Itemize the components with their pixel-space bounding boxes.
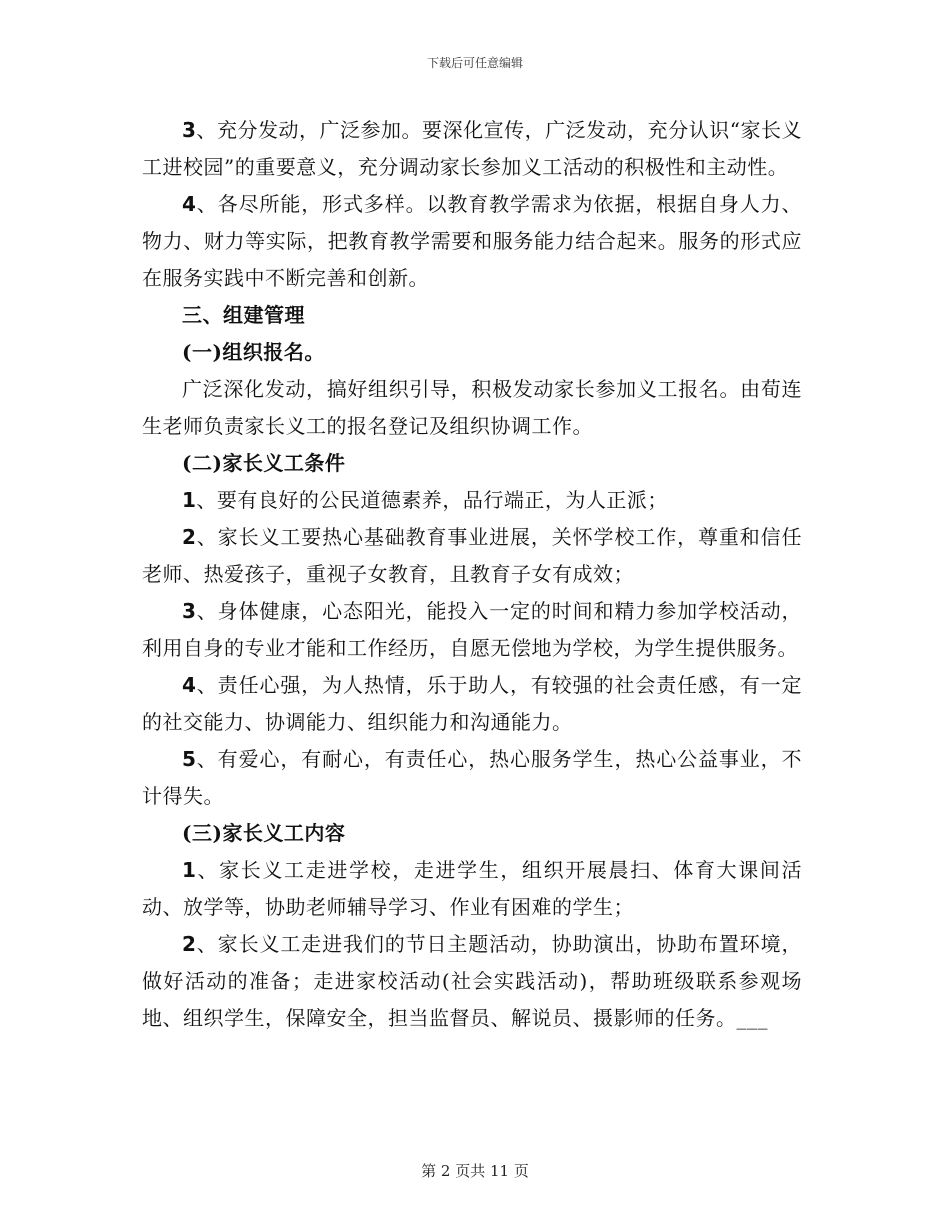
heading-text: (二)家长义工条件 (182, 451, 346, 475)
subsection-heading-1 (142, 334, 802, 371)
heading-text: (一)组织报名。 (182, 340, 325, 364)
paragraph-number: 4 (182, 192, 197, 216)
paragraph-number: 2 (182, 525, 197, 549)
content-item-1 (142, 852, 802, 926)
paragraph-number: 4 (182, 673, 197, 697)
paragraph-text: 、家长义工要热心基础教育事业进展，关怀学校工作，尊重和信任老师、热爱孩子，重视子女教育，且教育子女有成效； (142, 525, 802, 586)
paragraph-text: 、充分发动，广泛参加。要深化宣传，广泛发动，充分认识“家长义工进校园”的重要意义，充分调动家长参加义工活动的积极性和主动性。 (142, 118, 802, 179)
paragraph-1 (142, 112, 802, 186)
paragraph-text: 、身体健康，心态阳光，能投入一定的时间和精力参加学校活动，利用自身的专业才能和工作经历，自愿无偿地为学校，为学生提供服务。 (142, 599, 802, 660)
paragraph-text: 、要有良好的公民道德素养，品行端正，为人正派； (196, 488, 668, 512)
paragraph-number: 1 (182, 488, 197, 512)
subsection-heading-2 (142, 445, 802, 482)
paragraph-text: 、各尽所能，形式多样。以教育教学需求为依据，根据自身人力、物力、财力等实际，把教育教学需要和服务能力结合起来。服务的形式应在服务实践中不断完善和创新。 (142, 192, 802, 290)
paragraph-number: 2 (182, 932, 197, 956)
heading-text: (三)家长义工内容 (182, 821, 346, 845)
section-heading-3 (142, 297, 802, 334)
condition-4 (142, 667, 802, 741)
condition-1 (142, 482, 802, 519)
paragraph-number: 1 (182, 858, 197, 882)
heading-text: 三、组建管理 (182, 303, 305, 327)
paragraph-text: 、家长义工走进我们的节日主题活动，协助演出，协助布置环境，做好活动的准备；走进家校活动(社会实践活动)，帮助班级联系参观场地、组织学生，保障安全，担当监督员、解说员、摄影师的任务。___ (142, 932, 802, 1030)
paragraph-number: 3 (182, 118, 197, 142)
paragraph-number: 3 (182, 599, 197, 623)
page-number-footer: 第 2 页共 11 页 (421, 1162, 529, 1180)
paragraph-registration (142, 371, 802, 445)
paragraph-text: 广泛深化发动，搞好组织引导，积极发动家长参加义工报名。由荀连生老师负责家长义工的报名登记及组织协调工作。 (142, 377, 802, 438)
content-item-2 (142, 926, 802, 1037)
paragraph-text: 、家长义工走进学校，走进学生，组织开展晨扫、体育大课间活动、放学等，协助老师辅导学习、作业有困难的学生； (142, 858, 802, 919)
condition-3 (142, 593, 802, 667)
header-note: 下载后可任意编辑 (426, 56, 523, 70)
condition-5 (142, 741, 802, 815)
document-body (142, 112, 802, 1037)
subsection-heading-3 (142, 815, 802, 852)
paragraph-text: 、有爱心，有耐心，有责任心，热心服务学生，热心公益事业，不计得失。 (142, 747, 802, 808)
paragraph-number: 5 (182, 747, 197, 771)
paragraph-2 (142, 186, 802, 297)
paragraph-text: 、责任心强，为人热情，乐于助人，有较强的社会责任感，有一定的社交能力、协调能力、组织能力和沟通能力。 (142, 673, 802, 734)
condition-2 (142, 519, 802, 593)
